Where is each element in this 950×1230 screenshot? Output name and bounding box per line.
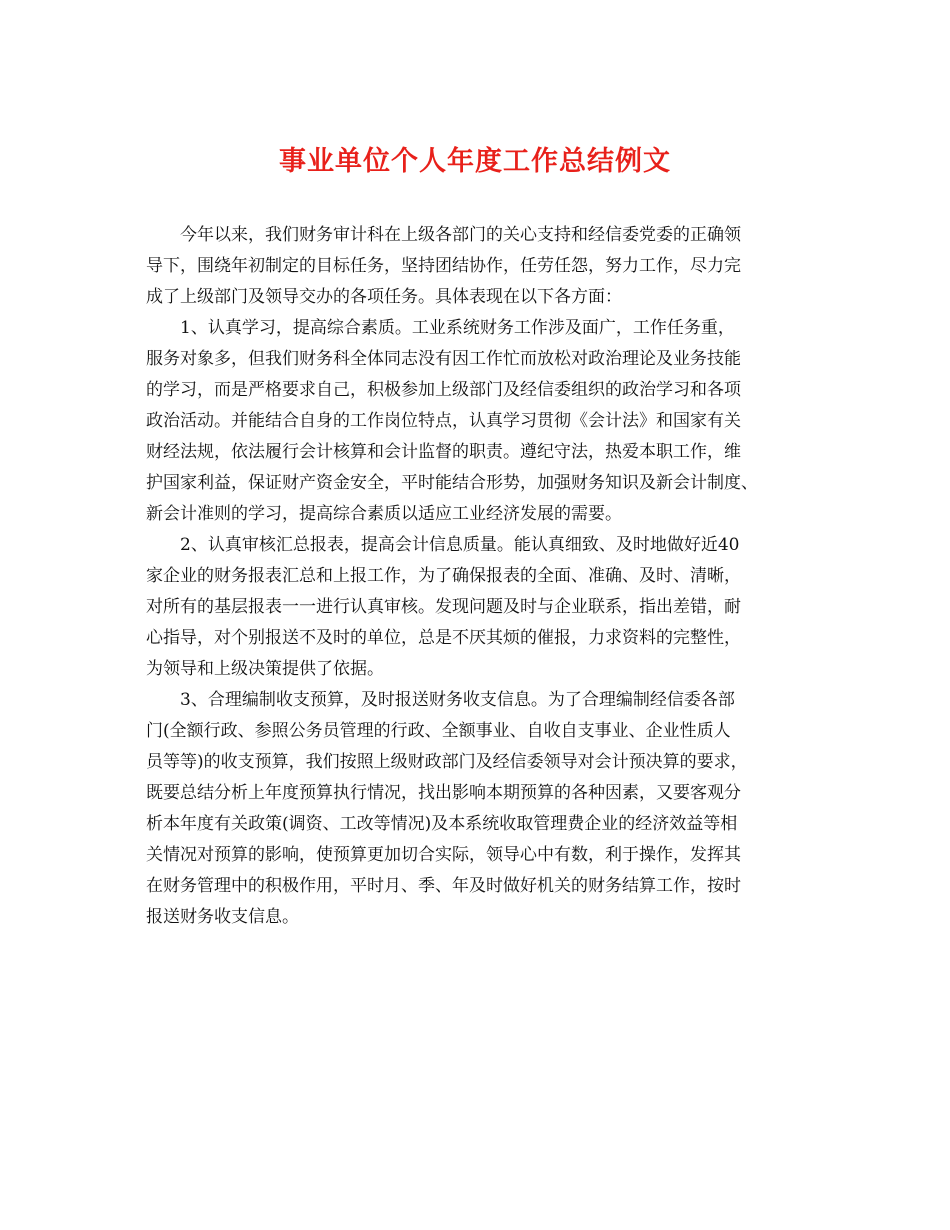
paragraph-line: 报送财务收支信息。 <box>146 907 299 927</box>
page-title: 事业单位个人年度工作总结例文 <box>279 146 671 177</box>
paragraph-budget <box>146 685 806 933</box>
paragraph-line: 政治活动。并能结合自身的工作岗位特点，认真学习贯彻《会计法》和国家有关 <box>146 411 741 431</box>
paragraph-line: 新会计准则的学习，提高综合素质以适应工业经济发展的需要。 <box>146 504 622 524</box>
paragraph-line: 2、认真审核汇总报表，提高会计信息质量。能认真细致、及时地做好近40 <box>180 535 740 555</box>
paragraph-line: 服务对象多，但我们财务科全体同志没有因工作忙而放松对政治理论及业务技能 <box>146 349 741 369</box>
paragraph-line: 在财务管理中的积极作用，平时月、季、年及时做好机关的财务结算工作，按时 <box>146 876 741 896</box>
paragraph-line: 关情况对预算的影响，使预算更加切合实际，领导心中有数，利于操作，发挥其 <box>146 845 741 865</box>
paragraph-line: 家企业的财务报表汇总和上报工作，为了确保报表的全面、准确、及时、清晰， <box>146 566 741 586</box>
paragraph-line: 成了上级部门及领导交办的各项任务。具体表现在以下各方面： <box>146 287 622 307</box>
paragraph-line: 析本年度有关政策(调资、工改等情况)及本系统收取管理费企业的经济效益等相 <box>146 814 738 834</box>
paragraph-line: 导下，围绕年初制定的目标任务，坚持团结协作，任劳任怨，努力工作，尽力完 <box>146 256 741 276</box>
paragraph-line: 今年以来，我们财务审计科在上级各部门的关心支持和经信委党委的正确领 <box>180 225 741 245</box>
paragraph-line: 的学习，而是严格要求自己，积极参加上级部门及经信委组织的政治学习和各项 <box>146 380 741 400</box>
paragraph-line: 财经法规，依法履行会计核算和会计监督的职责。遵纪守法，热爱本职工作，维 <box>146 442 741 462</box>
paragraph-study <box>146 313 806 530</box>
paragraph-reports <box>146 530 806 685</box>
paragraph-line: 员等等)的收支预算，我们按照上级财政部门及经信委领导对会计预决算的要求， <box>146 752 748 772</box>
paragraph-line: 既要总结分析上年度预算执行情况，找出影响本期预算的各种因素，又要客观分 <box>146 783 741 803</box>
document-body <box>146 220 806 933</box>
paragraph-line: 1、认真学习，提高综合素质。工业系统财务工作涉及面广，工作任务重， <box>180 318 735 338</box>
paragraph-line: 对所有的基层报表一一进行认真审核。发现问题及时与企业联系，指出差错，耐 <box>146 597 741 617</box>
paragraph-intro <box>146 220 806 313</box>
paragraph-line: 3、合理编制收支预算，及时报送财务收支信息。为了合理编制经信委各部 <box>180 690 735 710</box>
paragraph-line: 门(全额行政、参照公务员管理的行政、全额事业、自收自支事业、企业性质人 <box>146 721 731 741</box>
paragraph-line: 护国家利益，保证财产资金安全，平时能结合形势，加强财务知识及新会计制度、 <box>146 473 758 493</box>
paragraph-line: 心指导，对个别报送不及时的单位，总是不厌其烦的催报，力求资料的完整性， <box>146 628 741 648</box>
paragraph-line: 为领导和上级决策提供了依据。 <box>146 659 384 679</box>
